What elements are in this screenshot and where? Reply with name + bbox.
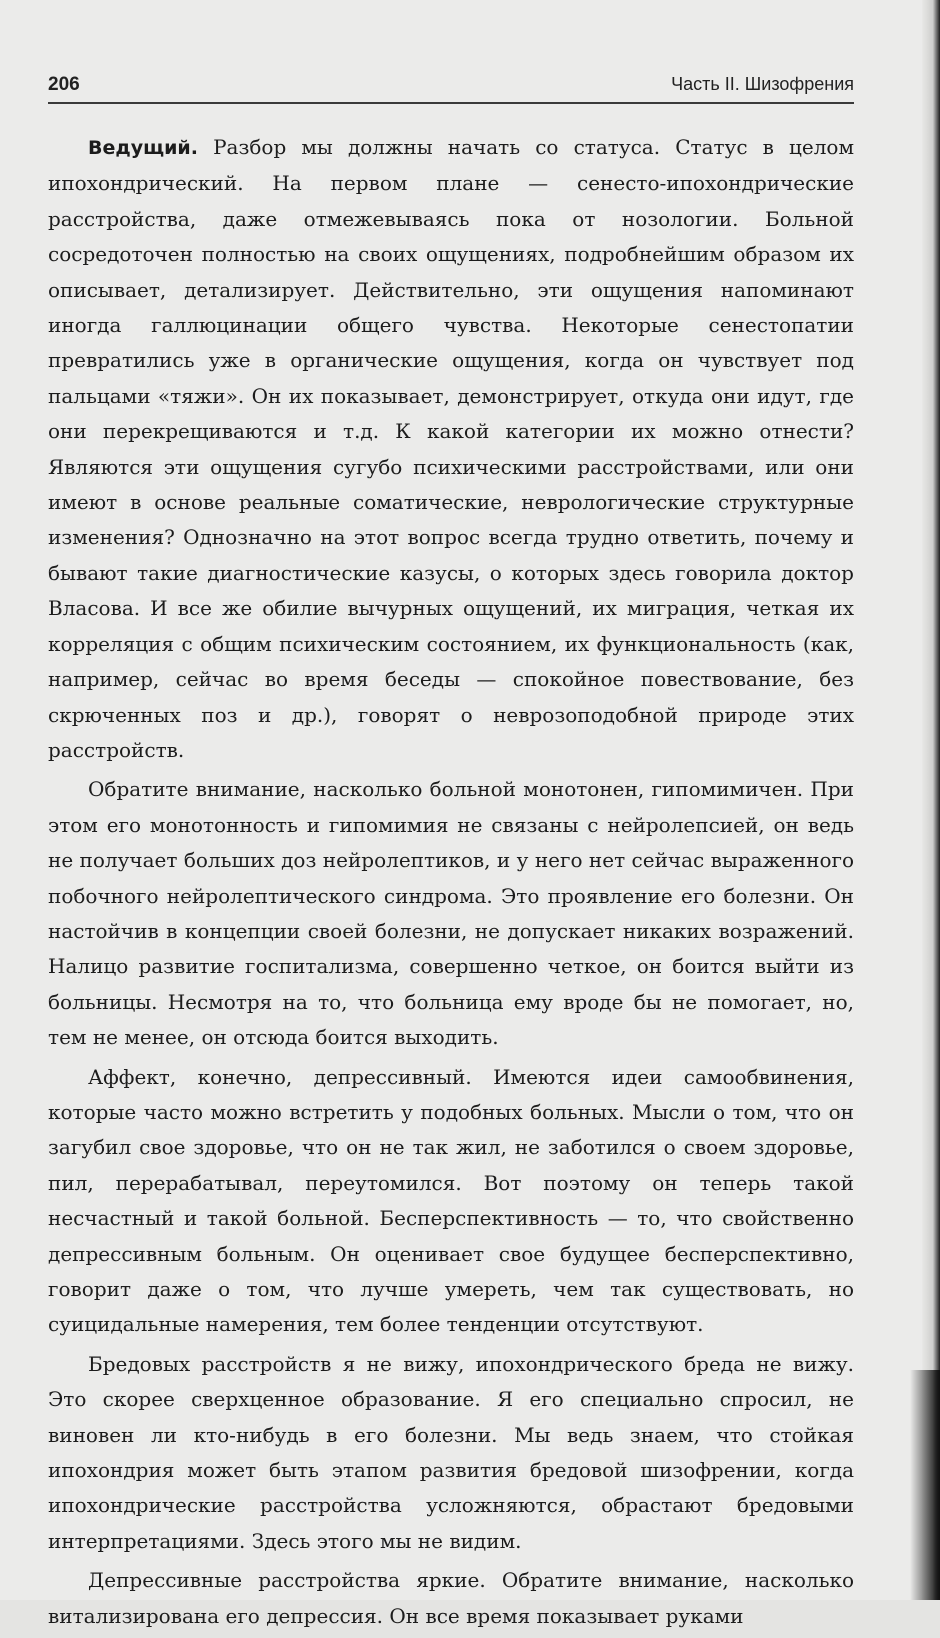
paragraph bbox=[48, 130, 854, 768]
paragraph: Обратите внимание, насколько больной монотонен, гипомимичен. При этом его монотонность и гипомимия не связаны с нейролепсией, он ведь не получает больших доз нейролептиков, и у него нет сейчас выраженного побочного нейролептического синдрома. Это проявление его болезни. Он настойчив в концепции своей болезни, не допускает никаких возражений. Налицо развитие госпитализма, совершенно четкое, он боится выйти из больницы. Несмотря на то, что больница ему вроде бы не помогает, но, тем не менее, он отсюда боится выходить. bbox=[48, 777, 854, 1050]
speaker-label: Ведущий. bbox=[88, 137, 198, 159]
page-number: 206 bbox=[48, 74, 80, 95]
header-rule bbox=[48, 102, 854, 104]
body-text bbox=[48, 130, 854, 1638]
page-corner-shadow bbox=[910, 1370, 940, 1600]
page-header bbox=[48, 74, 854, 102]
paragraph: Депрессивные расстройства яркие. Обратите внимание, насколько витализирована его депрессия. Он все время показывает руками bbox=[48, 1568, 854, 1628]
paragraph: Бредовых расстройств я не вижу, ипохондрического бреда не вижу. Это скорее сверхценное образование. Я его специально спросил, не виновен ли кто-нибудь в его болезни. Мы ведь знаем, что стойкая ипохондрия может быть этапом развития бредовой шизофрении, когда ипохондрические расстройства усложняются, обрастают бредовыми интерпретациями. Здесь этого мы не видим. bbox=[48, 1351, 854, 1553]
running-head: Часть II. Шизофрения bbox=[671, 74, 854, 94]
page-edge-shadow bbox=[922, 0, 940, 1600]
paragraph: Аффект, конечно, депрессивный. Имеются идеи самообвинения, которые часто можно встретить у подобных больных. Мысли о том, что он загубил свое здоровье, что он не так жил, не заботился о своем здоровье, пил, перерабатывал, переутомился. Вот поэтому он теперь такой несчастный и такой больной. Бесперспективность — то, что свойственно депрессивным больным. Он оценивает свое будущее бесперспективно, говорит даже о том, что лучше умереть, чем так существовать, но суицидальные намерения, тем более тенденции отсутствуют. bbox=[48, 1064, 854, 1337]
paragraph-text: Разбор мы должны начать со статуса. Статус в целом ипохондрический. На первом плане — сенесто-ипохондрические расстройства, даже отмежевываясь пока от нозологии. Больной сосредоточен полностью на своих ощущениях, подробнейшим образом их описывает, детализирует. Действительно, эти ощущения напоминают иногда галлюцинации общего чувства. Некоторые сенестопатии превратились уже в органические ощущения, когда он чувствует под пальцами «тяжи». Он их показывает, демонстрирует, откуда они идут, где они перекрещиваются и т.д. К какой категории их можно отнести? Являются эти ощущения сугубо психическими расстройствами, или они имеют в основе реальные соматические, неврологические структурные изменения? Однозначно на этот вопрос всегда трудно ответить, почему и бывают такие диагностические казусы, о которых здесь говорила доктор Власова. И все же обилие вычурных ощущений, их миграция, четкая их корреляция с общим психическим состоянием, их функциональность (как, например, сейчас во время беседы — спокойное повествование, без скрюченных поз и др.), говорят о неврозоподобной природе этих расстройств. bbox=[48, 135, 855, 762]
